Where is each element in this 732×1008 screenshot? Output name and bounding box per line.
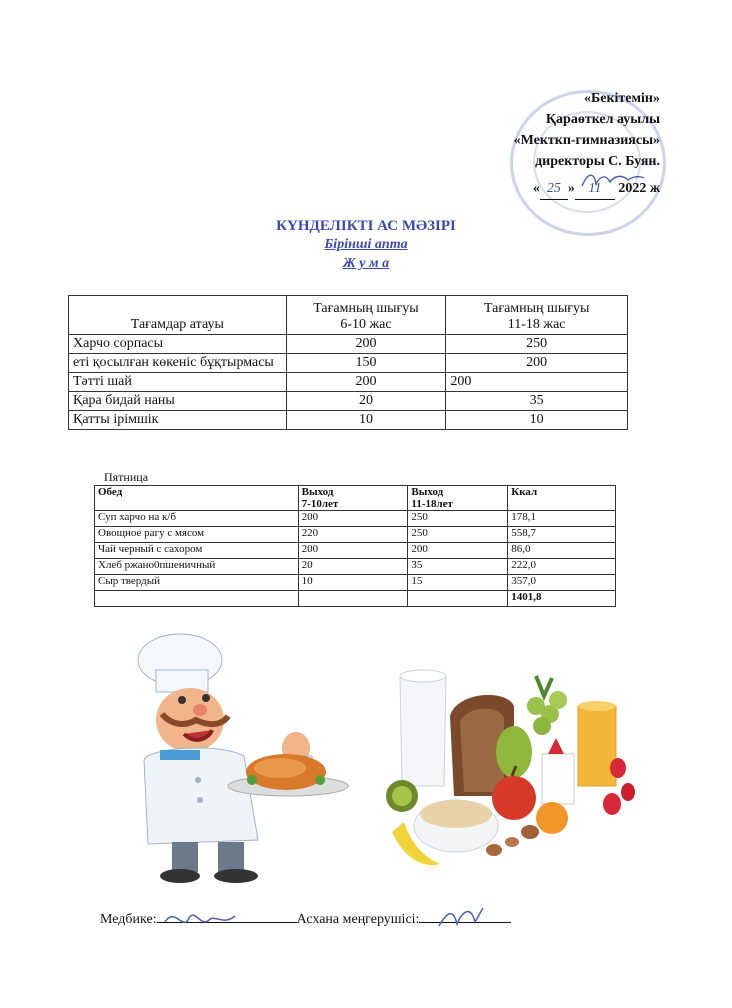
approval-date: « 25 » 11 2022 ж (514, 178, 660, 200)
dish-name: Харчо сорпасы (69, 335, 287, 354)
kcal-value: 357,0 (508, 575, 616, 591)
table-total-row (95, 591, 616, 607)
kcal-value: 222,0 (508, 559, 616, 575)
russian-day-caption: Пятница (104, 470, 149, 484)
kitchen-head-signature (433, 902, 493, 936)
portion-senior: 200 (446, 373, 628, 392)
nurse-signature (161, 902, 241, 936)
table-row (69, 392, 628, 411)
signatures-footer (100, 912, 511, 928)
dish-name: еті қосылған көкеніс бұқтырмасы (69, 354, 287, 373)
chef-illustration (108, 630, 368, 885)
header-yield-7-10: Выход 7-10лет (298, 486, 408, 511)
yield-junior: 220 (298, 527, 408, 543)
table-row (69, 373, 628, 392)
dish-name: Чай черный с сахором (95, 543, 299, 559)
kcal-value: 86,0 (508, 543, 616, 559)
portion-senior: 10 (446, 411, 628, 430)
date-day: 25 (540, 178, 568, 200)
yield-senior: 250 (408, 527, 508, 543)
dish-name: Суп харчо на к/б (95, 511, 299, 527)
kcal-value: 558,7 (508, 527, 616, 543)
portion-junior: 20 (286, 392, 446, 411)
header-portion-11-18: Тағамның шығуы 11-18 жас (446, 296, 628, 335)
dish-name: Тәтті шай (69, 373, 287, 392)
kazakh-menu-table (68, 295, 628, 430)
table-row (95, 511, 616, 527)
yield-junior: 10 (298, 575, 408, 591)
portion-junior: 200 (286, 373, 446, 392)
total-empty (298, 591, 408, 607)
total-empty (95, 591, 299, 607)
table-row (95, 527, 616, 543)
nurse-signature-line (157, 922, 297, 923)
page-title: КҮНДЕЛІКТІ АС МӘЗІРІ (276, 218, 456, 234)
header-kcal: Ккал (508, 486, 616, 511)
table-header-row (95, 486, 616, 511)
nurse-label: Медбике: (100, 912, 157, 927)
portion-senior: 35 (446, 392, 628, 411)
week-subtitle: Бірінші апта (324, 237, 408, 252)
table-row (95, 575, 616, 591)
portion-senior: 250 (446, 335, 628, 354)
table-row (69, 335, 628, 354)
table-row (95, 559, 616, 575)
table-row (69, 411, 628, 430)
yield-senior: 200 (408, 543, 508, 559)
approval-director: директоры С. Буян. (535, 154, 660, 169)
kcal-total: 1401,8 (508, 591, 616, 607)
day-subtitle: Ж у м а (342, 256, 390, 271)
healthy-food-illustration (386, 636, 646, 874)
portion-junior: 10 (286, 411, 446, 430)
yield-senior: 35 (408, 559, 508, 575)
portion-junior: 150 (286, 354, 446, 373)
dish-name: Қара бидай наны (69, 392, 287, 411)
table-row (95, 543, 616, 559)
yield-junior: 20 (298, 559, 408, 575)
dish-name: Қатты ірімшік (69, 411, 287, 430)
yield-senior: 15 (408, 575, 508, 591)
russian-menu-table (94, 485, 616, 607)
approval-village: Қараөткел ауылы (545, 112, 660, 127)
header-portion-6-10: Тағамның шығуы 6-10 жас (286, 296, 446, 335)
kitchen-head-signature-line (419, 922, 511, 923)
date-year: 2022 ж (618, 181, 660, 196)
dish-name: Сыр твердый (95, 575, 299, 591)
yield-junior: 200 (298, 543, 408, 559)
date-month: 11 (575, 178, 615, 200)
portion-junior: 200 (286, 335, 446, 354)
table-row (69, 354, 628, 373)
dish-name: Овощное рагу с мясом (95, 527, 299, 543)
menu-titles (0, 218, 732, 273)
approval-block (514, 88, 660, 200)
kitchen-head-label: Асхана меңгерушісі: (296, 912, 420, 927)
approval-title: «Бекітемін» (583, 91, 660, 106)
header-dish-name: Тағамдар атауы (69, 296, 287, 335)
dish-name: Хлеб ржано0пшеничный (95, 559, 299, 575)
header-yield-11-18: Выход 11-18лет (408, 486, 508, 511)
total-empty (408, 591, 508, 607)
kcal-value: 178,1 (508, 511, 616, 527)
yield-junior: 200 (298, 511, 408, 527)
yield-senior: 250 (408, 511, 508, 527)
table-header-row (69, 296, 628, 335)
header-dish: Обед (95, 486, 299, 511)
approval-school: «Мекткп-гимназиясы» (513, 133, 660, 148)
portion-senior: 200 (446, 354, 628, 373)
